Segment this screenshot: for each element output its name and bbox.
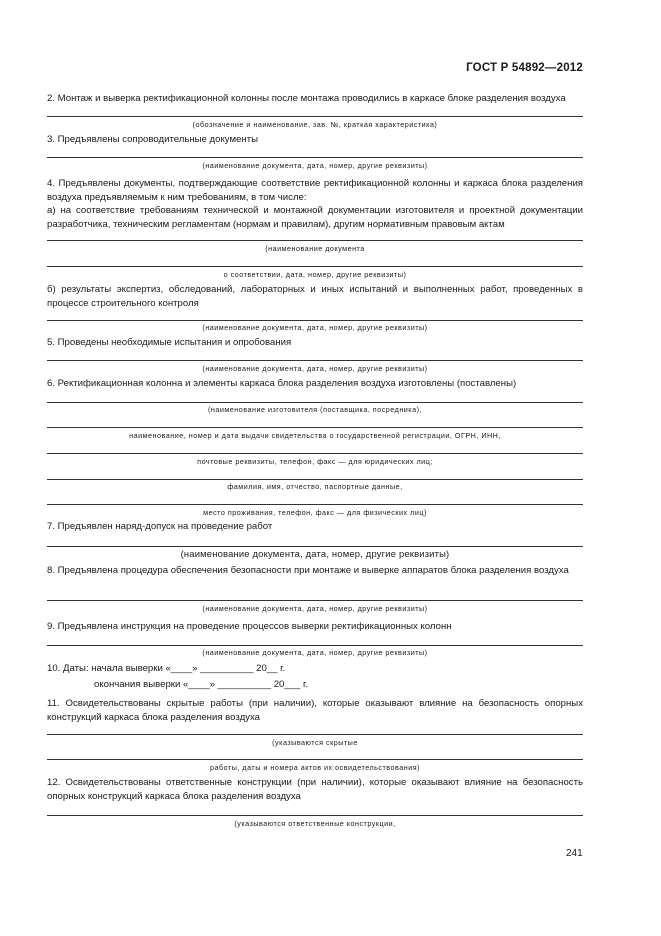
fill-line <box>47 240 583 241</box>
caption-4a-1: (наименование документа <box>265 244 365 253</box>
item-4-text: 4. Предъявлены документы, подтверждающие соответствие ректификационной колонны и каркаса блока разделения воздуха предъявляемым к ним требованиям, в том числе: <box>47 178 583 203</box>
caption-2: (обозначение и наименование, зав. №, краткая характеристика) <box>192 120 438 129</box>
fill-line <box>47 546 583 547</box>
item-3-text: 3. Предъявлены сопроводительные документы <box>47 134 258 145</box>
item-10-end-date: окончания выверки «____» __________ 20___ г. <box>94 679 309 690</box>
caption-6a: (наименование изготовителя (поставщика, посредника), <box>207 405 422 414</box>
item-4b-text: б) результаты экспертиз, обследований, лабораторных и иных испытаний и выполненных работ, проведенных в процессе строительного контроля <box>47 284 583 309</box>
item-10-start-date: 10. Даты: начала выверки «____» __________ 20__ г. <box>47 663 286 674</box>
item-8-text: 8. Предъявлена процедура обеспечения безопасности при монтаже и выверке аппаратов блока разделения воздуха <box>47 565 569 576</box>
fill-line <box>47 116 583 117</box>
caption-6e: место проживания, телефон, факс — для физических лиц) <box>203 508 427 517</box>
item-4a-text: а) на соответствие требованиям технической и монтажной документации изготовителя и проектной документации разработчика, техническим регламентам (нормам и правилам), другим нормативным правовым актам <box>47 205 583 230</box>
item-7-text: 7. Предъявлен наряд-допуск на проведение работ <box>47 521 273 532</box>
fill-line <box>47 645 583 646</box>
fill-line <box>47 453 583 454</box>
caption-11b: работы, даты и номера актов их освидетельствования) <box>209 763 421 772</box>
fill-line <box>47 427 583 428</box>
caption-4b: (наименование документа, дата, номер, другие реквизиты) <box>202 323 428 332</box>
caption-8: (наименование документа, дата, номер, другие реквизиты) <box>202 604 428 613</box>
fill-line <box>47 815 583 816</box>
caption-6c: почтовые реквизиты, телефон, факс — для юридических лиц; <box>197 457 433 466</box>
fill-line <box>47 402 583 403</box>
caption-7: (наименование документа, дата, номер, другие реквизиты) <box>180 548 450 559</box>
caption-11a: (указываются скрытые <box>272 738 358 747</box>
caption-9: (наименование документа, дата, номер, другие реквизиты) <box>202 648 428 657</box>
caption-12: (указываются ответственные конструкции, <box>234 819 396 828</box>
caption-6d: фамилия, имя, отчество, паспортные данные, <box>227 482 403 491</box>
item-9-text: 9. Предъявлена инструкция на проведение процессов выверки ректификационных колонн <box>47 621 452 632</box>
fill-line <box>47 759 583 760</box>
caption-4a-2: о соответствии, дата, номер, другие реквизиты) <box>223 270 407 279</box>
fill-line <box>47 734 583 735</box>
fill-line <box>47 360 583 361</box>
caption-3: (наименование документа, дата, номер, другие реквизиты) <box>202 161 428 170</box>
fill-line <box>47 600 583 601</box>
document-header: ГОСТ Р 54892—2012 <box>466 62 583 74</box>
fill-line <box>47 504 583 505</box>
item-5-text: 5. Проведены необходимые испытания и опробования <box>47 337 292 348</box>
fill-line <box>47 320 583 321</box>
item-6-text: 6. Ректификационная колонна и элементы каркаса блока разделения воздуха изготовлены (поставлены) <box>47 378 517 389</box>
item-11-text: 11. Освидетельствованы скрытые работы (при наличии), которые оказывают влияние на безопасность опорных конструкций каркаса блока разделения воздуха <box>47 698 583 723</box>
caption-6b: наименование, номер и дата выдачи свидетельства о государственной регистрации, ОГРН, ИНН, <box>129 431 501 440</box>
fill-line <box>47 157 583 158</box>
fill-line <box>47 266 583 267</box>
item-12-text: 12. Освидетельствованы ответственные конструкции (при наличии), которые оказывают влияние на безопасность опорных конструкций каркаса блока разделения воздуха <box>47 777 583 802</box>
caption-5: (наименование документа, дата, номер, другие реквизиты) <box>202 364 428 373</box>
item-2-text: 2. Монтаж и выверка ректификационной колонны после монтажа проводились в каркасе блоке разделения воздуха <box>47 93 566 104</box>
page-number: 241 <box>566 848 583 859</box>
fill-line <box>47 479 583 480</box>
